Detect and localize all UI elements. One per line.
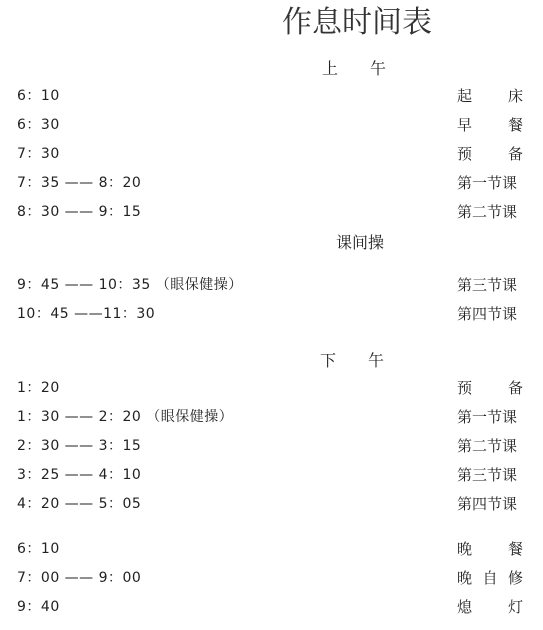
schedule-row <box>0 493 543 515</box>
page-title: 作息时间表 <box>282 5 432 40</box>
schedule-event: 第四节课 <box>457 305 518 323</box>
schedule-time: 3：25 —— 4：10 <box>17 467 142 483</box>
schedule-row <box>0 172 543 194</box>
schedule-row <box>0 435 543 457</box>
schedule-event: 熄 灯 <box>457 598 523 616</box>
schedule-row <box>0 114 543 136</box>
schedule-event: 第二节课 <box>457 437 518 455</box>
schedule-time: 1：20 <box>17 380 60 396</box>
schedule-event: 第三节课 <box>457 276 518 294</box>
schedule-row <box>0 274 543 296</box>
schedule-row <box>0 201 543 223</box>
schedule-row <box>0 377 543 399</box>
schedule-row <box>0 406 543 428</box>
schedule-event: 第一节课 <box>457 174 518 192</box>
schedule-row <box>0 567 543 589</box>
schedule-event: 晚 自 修 <box>457 569 523 587</box>
section-heading-morning: 上 午 <box>322 59 387 78</box>
schedule-row <box>0 303 543 325</box>
section-heading-afternoon: 下 午 <box>320 351 385 370</box>
schedule-time: 7：00 —— 9：00 <box>17 570 142 586</box>
schedule-event: 预 备 <box>457 379 523 397</box>
schedule-time: 10：45 ——11：30 <box>17 306 156 322</box>
schedule-time: 9：45 —— 10：35 （眼保健操） <box>17 277 243 293</box>
schedule-event: 第一节课 <box>457 408 518 426</box>
schedule-event: 第二节课 <box>457 203 518 221</box>
schedule-event: 早 餐 <box>457 116 523 134</box>
schedule-event: 预 备 <box>457 145 523 163</box>
schedule-time: 2：30 —— 3：15 <box>17 438 142 454</box>
schedule-row <box>0 464 543 486</box>
schedule-time: 9：40 <box>17 599 60 615</box>
schedule-event: 起 床 <box>457 87 523 105</box>
schedule-time: 6：30 <box>17 117 60 133</box>
schedule-time: 8：30 —— 9：15 <box>17 204 142 220</box>
schedule-time: 7：30 <box>17 146 60 162</box>
schedule-event: 第四节课 <box>457 495 518 513</box>
schedule-time: 6：10 <box>17 88 60 104</box>
schedule-row <box>0 85 543 107</box>
schedule-time: 6：10 <box>17 541 60 557</box>
schedule-time: 4：20 —— 5：05 <box>17 496 142 512</box>
schedule-row <box>0 538 543 560</box>
section-heading-break: 课间操 <box>336 233 385 252</box>
schedule-time: 7：35 —— 8：20 <box>17 175 142 191</box>
schedule-event: 第三节课 <box>457 466 518 484</box>
schedule-event: 晚 餐 <box>457 540 523 558</box>
schedule-row <box>0 143 543 165</box>
schedule-row <box>0 596 543 618</box>
schedule-time: 1：30 —— 2：20 （眼保健操） <box>17 409 234 425</box>
